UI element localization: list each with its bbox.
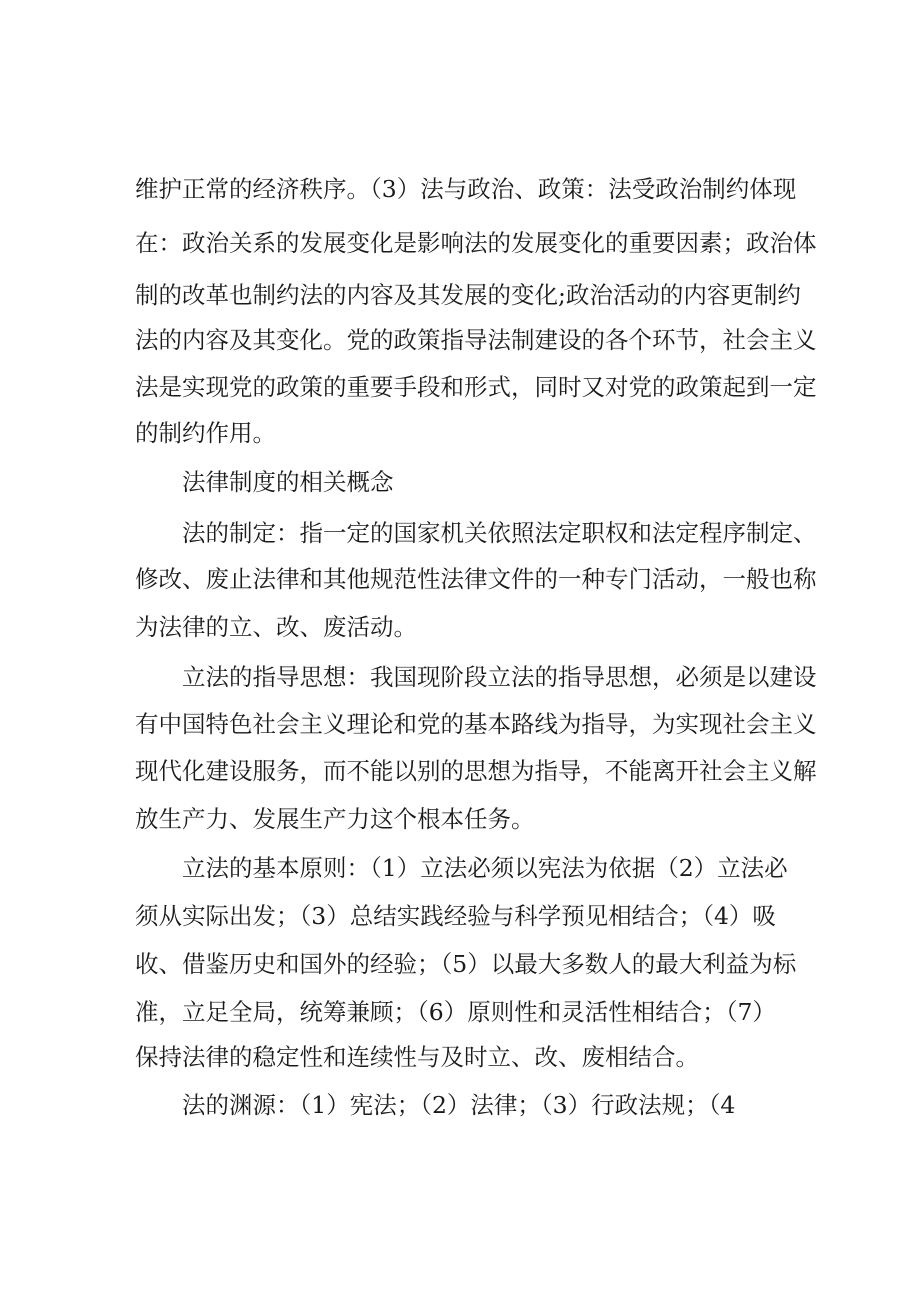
paragraph-5-line-2: 须从实际出发；（3）总结实践经验与科学预见相结合；（4）吸 (135, 902, 776, 930)
paragraph-4-line-2: 有中国特色社会主义理论和党的基本路线为指导，为实现社会主义 (135, 710, 817, 738)
paragraph-5-line-1: 立法的基本原则：（1）立法必须以宪法为依据（2）立法必 (182, 854, 788, 882)
paragraph-3-line-2: 修改、废止法律和其他规范性法律文件的一种专门活动，一般也称 (135, 565, 817, 593)
paragraph-5-line-4: 准，立足全局，统筹兼顾；（6）原则性和灵活性相结合；（7） (135, 998, 776, 1026)
paragraph-1-line-1: 维护正常的经济秩序。（3）法与政治、政策：法受政治制约体现 (135, 175, 797, 203)
paragraph-1-line-4: 法的内容及其变化。党的政策指导法制建设的各个环节，社会主义 (135, 326, 817, 354)
section-heading: 法律制度的相关概念 (182, 468, 394, 496)
paragraph-4-line-4: 放生产力、发展生产力这个根本任务。 (135, 805, 535, 833)
paragraph-5-line-5: 保持法律的稳定性和连续性与及时立、改、废相结合。 (135, 1043, 699, 1071)
paragraph-4-line-1: 立法的指导思想：我国现阶段立法的指导思想，必须是以建设 (182, 663, 817, 691)
paragraph-1-line-6: 的制约作用。 (135, 419, 276, 447)
paragraph-6-line-1: 法的渊源：（1）宪法；（2）法律；（3）行政法规；（4 (182, 1091, 736, 1119)
paragraph-3-line-1: 法的制定：指一定的国家机关依照法定职权和法定程序制定、 (182, 519, 817, 547)
paragraph-3-line-3: 为法律的立、改、废活动。 (135, 613, 417, 641)
paragraph-1-line-3: 制的改革也制约法的内容及其发展的变化;政治活动的内容更制约 (135, 281, 801, 309)
paragraph-5-line-3: 收、借鉴历史和国外的经验；（5）以最大多数人的最大利益为标 (135, 950, 797, 978)
paragraph-4-line-3: 现代化建设服务，而不能以别的思想为指导，不能离开社会主义解 (135, 757, 817, 785)
paragraph-1-line-5: 法是实现党的政策的重要手段和形式，同时又对党的政策起到一定 (135, 373, 817, 401)
paragraph-1-line-2: 在：政治关系的发展变化是影响法的发展变化的重要因素；政治体 (135, 229, 817, 257)
